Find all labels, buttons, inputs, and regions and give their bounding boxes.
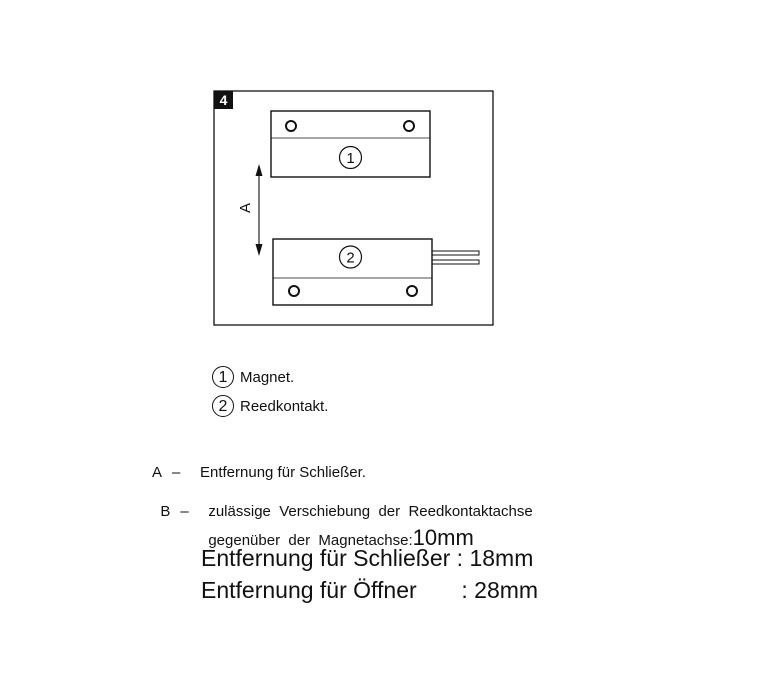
figure-number: 4 bbox=[219, 92, 228, 108]
spec-label: Entfernung für Öffner bbox=[201, 577, 417, 603]
offset-value: 10mm bbox=[412, 525, 474, 550]
spec-separator: : bbox=[450, 545, 470, 571]
spec-value: 28mm bbox=[474, 577, 539, 603]
note-key: B bbox=[160, 503, 171, 520]
legend-item-magnet bbox=[212, 366, 294, 388]
legend-item-reed-contact bbox=[212, 395, 328, 417]
reed-contact-block bbox=[273, 239, 479, 305]
note-dash: – bbox=[172, 464, 181, 481]
note-text: zulässige Verschiebung der Reedkontaktachse bbox=[208, 503, 533, 520]
spec-line-closer bbox=[201, 545, 533, 572]
legend-label: Reedkontakt. bbox=[240, 397, 329, 415]
spec-line-opener bbox=[201, 577, 538, 604]
reed-screw-hole-right bbox=[407, 286, 417, 296]
spec-separator: : bbox=[416, 577, 475, 603]
reed-screw-hole-left bbox=[289, 286, 299, 296]
distance-arrow bbox=[256, 164, 263, 256]
magnet-block bbox=[271, 111, 430, 177]
reed-lead-wires bbox=[432, 251, 479, 264]
figure-frame bbox=[214, 91, 493, 325]
note-key: A bbox=[152, 464, 163, 481]
legend-label: Magnet. bbox=[240, 368, 295, 386]
note-text: Entfernung für Schließer. bbox=[200, 464, 366, 481]
reed-number: 2 bbox=[346, 249, 355, 267]
legend-number-circle: 1 bbox=[212, 366, 234, 388]
legend-number-circle: 2 bbox=[212, 395, 234, 417]
spec-value: 18mm bbox=[469, 545, 534, 571]
note-a bbox=[152, 464, 366, 481]
magnet-screw-hole-left bbox=[286, 121, 296, 131]
distance-label-a: A bbox=[237, 202, 254, 214]
magnet-screw-hole-right bbox=[404, 121, 414, 131]
spec-label: Entfernung für Schließer bbox=[201, 545, 451, 571]
note-dash: – bbox=[180, 503, 189, 520]
note-b-continuation-text: gegenüber der Magnetachse: bbox=[208, 532, 413, 549]
magnet-number: 1 bbox=[346, 150, 355, 167]
